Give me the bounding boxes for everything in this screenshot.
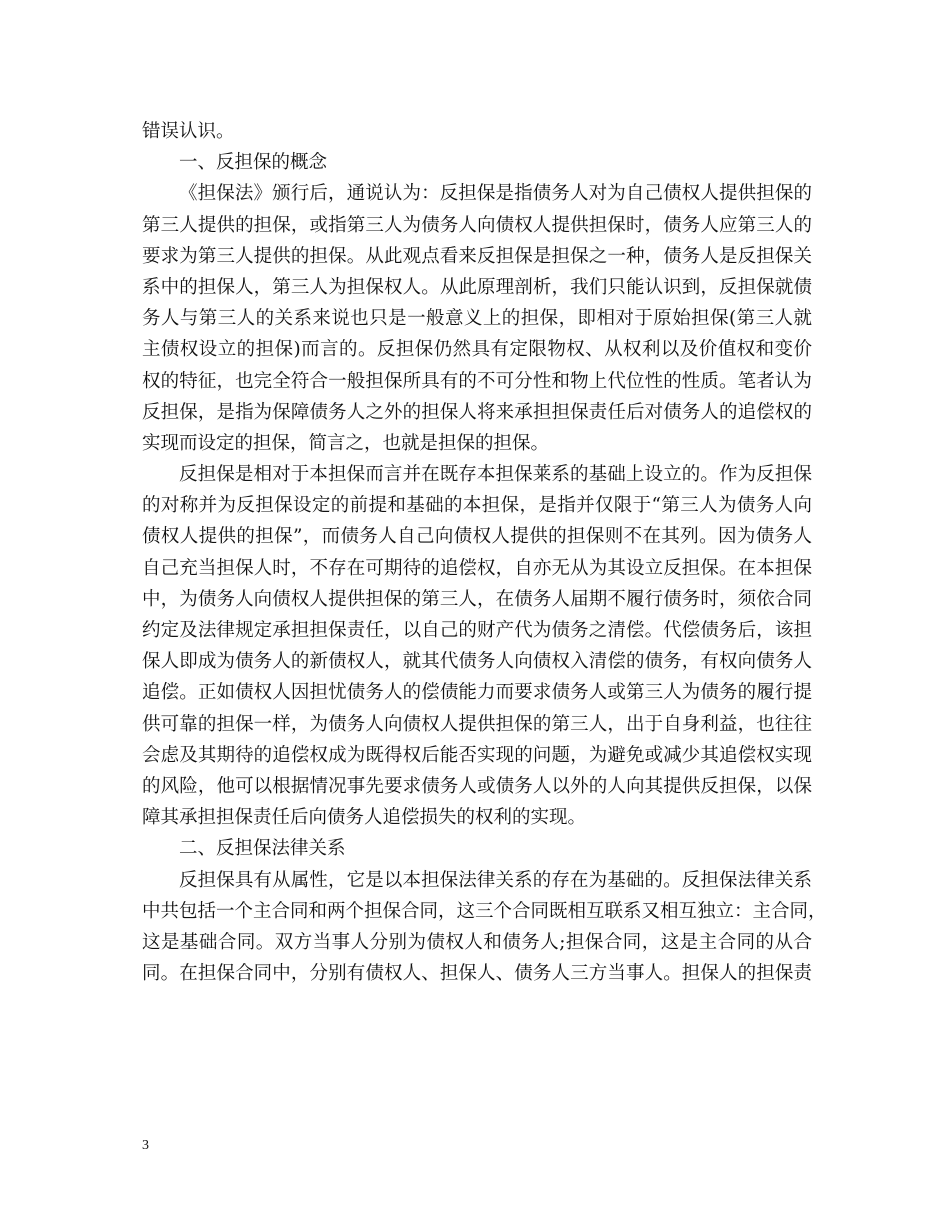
paragraph-line: 主债权设立的担保)而言的。反担保仍然具有定限物权、从权利以及价值权和变价 — [142, 339, 812, 361]
paragraph-line: 中，为债务人向债权人提供担保的第三人，在债务人届期不履行债务时，须依合同 — [142, 588, 812, 610]
section-heading-2: 二、反担保法律关系 — [179, 838, 346, 860]
paragraph-line: 第三人提供的担保，或指第三人为债务人向债权人提供担保时，债务人应第三人的 — [142, 214, 812, 236]
paragraph-line: 障其承担担保责任后向债务人追偿损失的权利的实现。 — [142, 807, 587, 829]
paragraph-line: 的风险，他可以根据情况事先要求债务人或债务人以外的人向其提供反担保，以保 — [142, 775, 812, 797]
paragraph-line: 《担保法》颁行后，通说认为：反担保是指债务人对为自己债权人提供担保的 — [179, 183, 812, 205]
paragraph-line: 的对称并为反担保设定的前提和基础的本担保，是指并仅限于“第三人为债务人向 — [142, 495, 812, 517]
paragraph-line: 这是基础合同。双方当事人分别为债权人和债务人;担保合同，这是主合同的从合 — [142, 931, 812, 953]
paragraph-line: 供可靠的担保一样，为债务人向债权人提供担保的第三人，出于自身利益，也往往 — [142, 713, 812, 735]
paragraph-line: 务人与第三人的关系来说也只是一般意义上的担保，即相对于原始担保(第三人就 — [142, 308, 812, 330]
paragraph-line: 反担保，是指为保障债务人之外的担保人将来承担担保责任后对债务人的追偿权的 — [142, 401, 812, 423]
paragraph-line: 中共包括一个主合同和两个担保合同，这三个合同既相互联系又相互独立：主合同， — [142, 900, 827, 922]
page-number: 3 — [142, 1138, 149, 1153]
paragraph-line: 要求为第三人提供的担保。从此观点看来反担保是担保之一种，债务人是反担保关 — [142, 245, 812, 267]
paragraph-line: 权的特征，也完全符合一般担保所具有的不可分性和物上代位性的性质。笔者认为 — [142, 370, 812, 392]
paragraph-line: 实现而设定的担保，简言之，也就是担保的担保。 — [142, 432, 550, 454]
paragraph-line: 系中的担保人，第三人为担保权人。从此原理剖析，我们只能认识到，反担保就债 — [142, 276, 812, 298]
paragraph-line: 自己充当担保人时，不存在可期待的追偿权，自亦无从为其设立反担保。在本担保 — [142, 557, 812, 579]
paragraph-line: 保人即成为债务人的新债权人，就其代债务人向债权入清偿的债务，有权向债务人 — [142, 651, 812, 673]
paragraph-tail-line: 错误认识。 — [142, 121, 235, 142]
section-heading-1: 一、反担保的概念 — [179, 152, 328, 174]
paragraph-line: 反担保是相对于本担保而言并在既存本担保莱系的基础上设立的。作为反担保 — [179, 464, 812, 486]
document-body — [142, 116, 827, 989]
paragraph-line: 债权人提供的担保”，而债务人自己向债权人提供的担保则不在其列。因为债务人 — [142, 526, 812, 548]
paragraph-line: 追偿。正如债权人因担忧债务人的偿债能力而要求债务人或第三人为债务的履行提 — [142, 682, 812, 704]
paragraph-line: 会虑及其期待的追偿权成为既得权后能否实现的问题，为避免或减少其追偿权实现 — [142, 744, 812, 766]
paragraph-line: 反担保具有从属性，它是以本担保法律关系的存在为基础的。反担保法律关系 — [179, 869, 812, 891]
paragraph-line: 约定及法律规定承担担保责任，以自己的财产代为债务之清偿。代偿债务后，该担 — [142, 620, 812, 641]
paragraph-line: 同。在担保合同中，分别有债权人、担保人、债务人三方当事人。担保人的担保责 — [142, 963, 812, 985]
